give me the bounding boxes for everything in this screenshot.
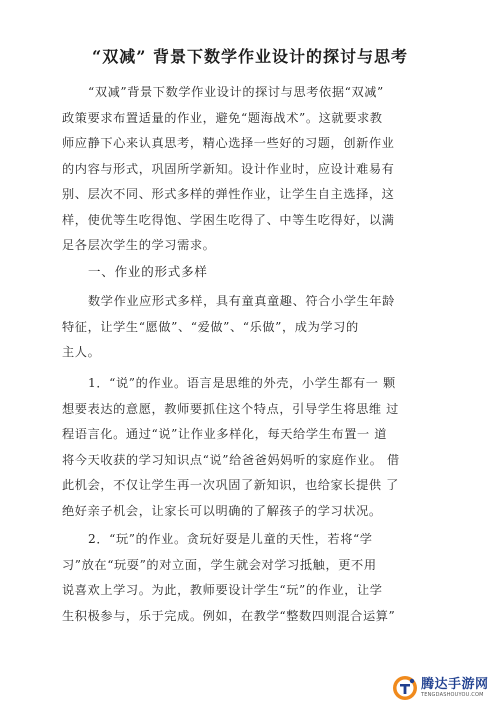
text-line: 师应静下心来认真思考，精心选择一些好的习题，创新作业 — [62, 136, 395, 150]
text-line: 程语言化。通过“说”让作业多样化，每天给学生布置一 道 — [62, 427, 388, 441]
text-line: 足各层次学生的学习需求。 — [62, 238, 216, 252]
text-line: 别、层次不同、形式多样的弹性作业，让学生自主选择，这 — [62, 187, 395, 201]
section-heading: 一、作业的形式多样 — [88, 264, 208, 279]
text-line: 主人。 — [62, 345, 101, 359]
document-title: “双减” 背景下数学作业设计的探讨与思考 — [92, 47, 408, 66]
text-line: “双减”背景下数学作业设计的探讨与思考依据“双减” — [88, 85, 384, 99]
text-line: 特征，让学生“愿做”、“爱做”、“乐做”，成为学习的 — [62, 319, 359, 334]
text-line: 政策要求布置适量的作业，避免“题海战术”。这就要求教 — [62, 110, 383, 125]
text-line: 1．“说”的作业。语言是思维的外壳，小学生都有一 颗 — [88, 376, 396, 390]
text-line: 的内容与形式，巩固所学新知。设计作业时，应设计难易有 — [62, 161, 395, 176]
site-watermark — [392, 674, 494, 702]
text-line: 此机会，不仅让学生再一次巩固了新知识，也给家长提供 了 — [62, 478, 399, 492]
watermark-name: 腾达手游网 — [421, 677, 489, 692]
intro-paragraph — [62, 80, 438, 259]
text-line: 绝好亲子机会，让家长可以明确的了解孩子的学习状况。 — [62, 503, 382, 518]
text-line: 说喜欢上学习。为此，教师要设计学生“玩”的作业，让学 — [62, 583, 383, 597]
text-line: 习”放在“玩耍”的对立面，学生就会对学习抵触，更不用 — [62, 557, 377, 572]
text-line: 将今天收获的学习知识点“说”给爸爸妈妈听的家庭作业。 借 — [62, 452, 400, 467]
item-2-paragraph — [62, 527, 438, 629]
section-intro-paragraph — [62, 289, 438, 366]
item-1-paragraph — [62, 371, 438, 524]
text-line: 样，使优等生吃得饱、学困生吃得了、中等生吃得好，以满 — [62, 212, 395, 227]
watermark-url: TENGDASHOUYOU.COM — [421, 692, 484, 698]
text-line: 2．“玩”的作业。贪玩好耍是儿童的天性，若将“学 — [88, 532, 373, 546]
text-line: 生积极参与，乐于完成。例如，在教学“整数四则混合运算” — [62, 608, 396, 623]
text-line: 想要表达的意愿，教师要抓住这个特点，引导学生将思维 过 — [62, 401, 399, 416]
watermark-logo-icon — [392, 675, 418, 701]
text-line: 数学作业应形式多样，具有童真童趣、符合小学生年龄 — [88, 294, 395, 308]
